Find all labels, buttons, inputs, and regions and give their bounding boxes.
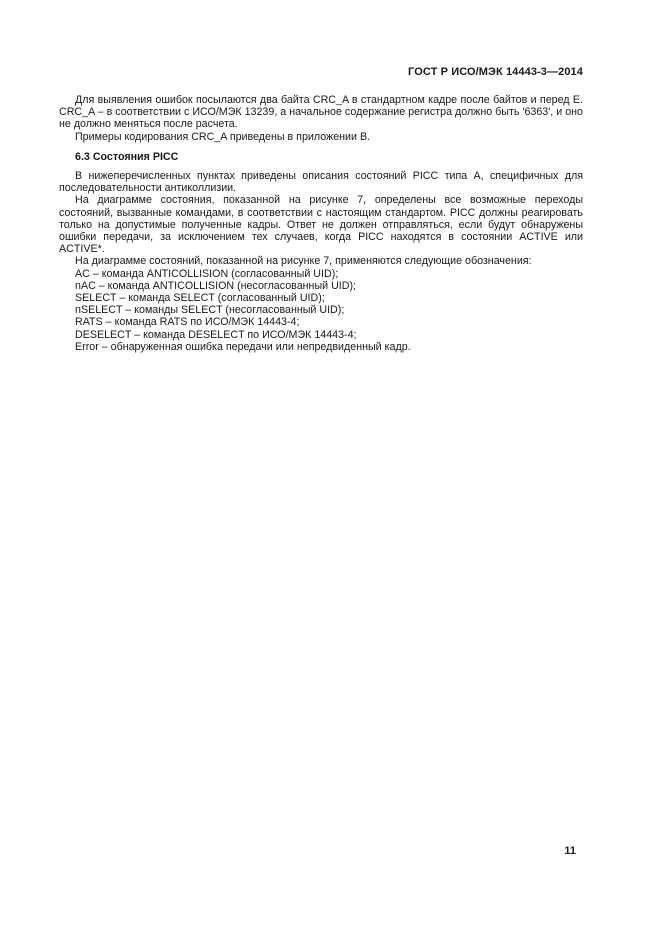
list-item: AC – команда ANTICOLLISION (согласованный UID);: [75, 267, 339, 280]
notation-list: [59, 268, 583, 353]
page-number: 11: [564, 845, 576, 857]
list-item: SELECT – команда SELECT (согласованный UID);: [75, 292, 325, 305]
document-header: ГОСТ Р ИСО/МЭК 14443-3—2014: [408, 66, 583, 78]
list-item: nAC – команда ANTICOLLISION (несогласованный UID);: [75, 279, 357, 292]
list-item: DESELECT – команда DESELECT по ИСО/МЭК 14443-4;: [75, 328, 357, 341]
paragraph-crc-examples: Примеры кодирования CRC_A приведены в приложении B.: [75, 130, 371, 143]
paragraph-crc: Для выявления ошибок посылаются два байта CRC_A в стандартном кадре после байтов и перед Е. CRC_A – в соответствии с ИСО/МЭК 13239, а начальное содержание регистра должно быть '6363', и оно не должно меняться после расчета.: [59, 94, 583, 131]
list-item: RATS – команда RATS по ИСО/МЭК 14443-4;: [75, 316, 300, 329]
paragraph-states-intro: В нижеперечисленных пунктах приведены описания состояний PICC типа A, специфичных для последовательности антиколлизии.: [59, 170, 583, 195]
body-text: [59, 94, 583, 353]
section-heading: 6.3 Состояния PICC: [75, 150, 179, 163]
list-item: Error – обнаруженная ошибка передачи или непредвиденный кадр.: [75, 340, 411, 353]
paragraph-notation-intro: На диаграмме состояний, показанной на рисунке 7, применяются следующие обозначения:: [75, 255, 532, 268]
list-item: nSELECT – команды SELECT (несогласованный UID);: [75, 304, 345, 317]
paragraph-state-diagram: На диаграмме состояния, показанной на рисунке 7, определены все возможные переходы состояний, вызванные командами, в соответствии с настоящим стандартом. PICC должны реагировать только на допустимые полученные кадры. Ответ не должен отправляться, если будут обнаружены ошибки передачи, за исключением тех случаев, когда PICC находятся в состоянии ACTIVE или ACTIVE*.: [59, 194, 583, 256]
